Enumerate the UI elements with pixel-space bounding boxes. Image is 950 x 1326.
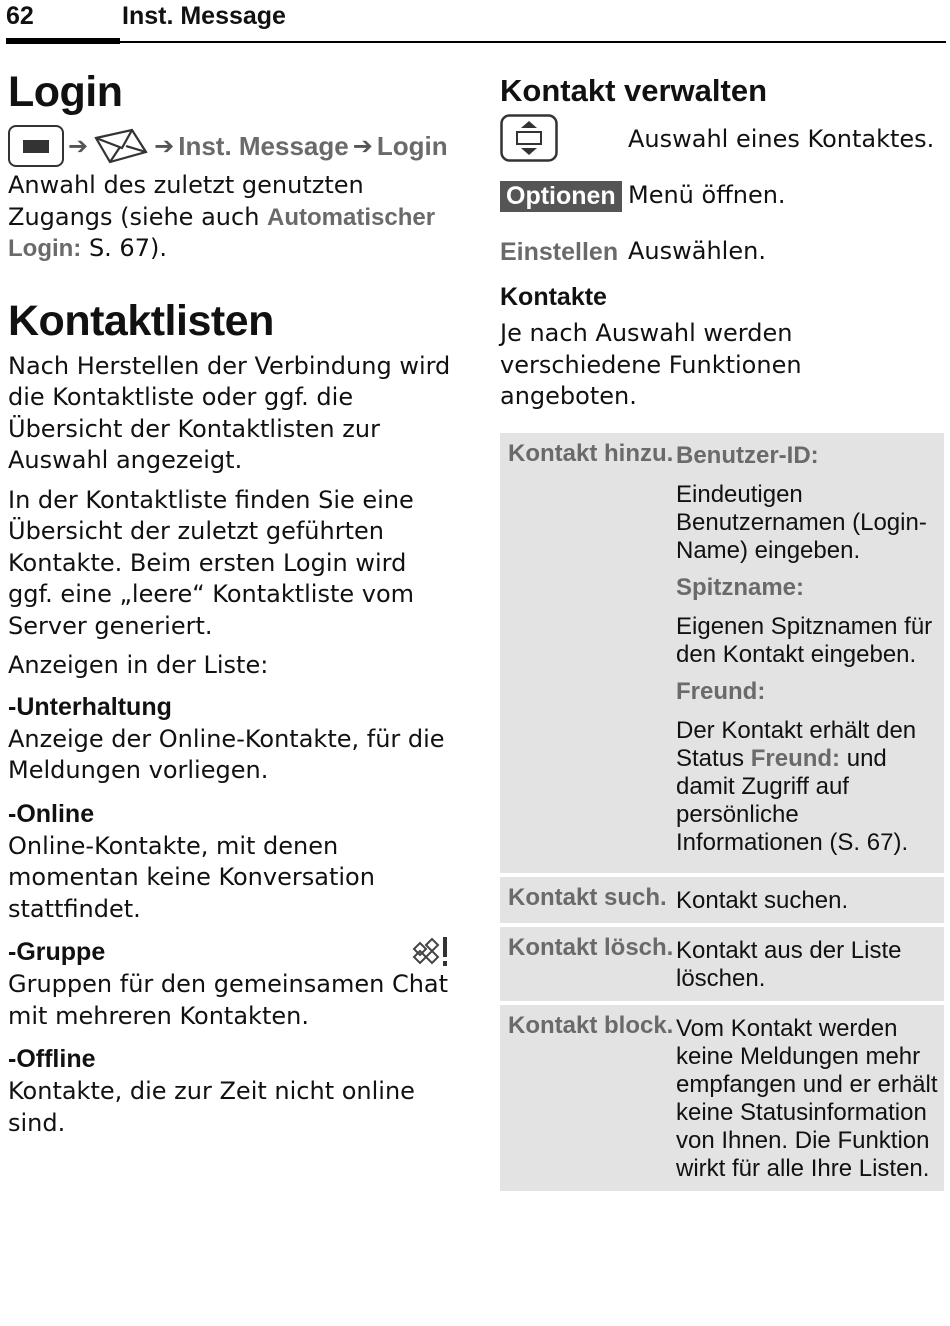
right-column — [500, 72, 944, 1195]
arrow-icon: ➔ — [154, 132, 175, 160]
entry-text: Eindeutigen Benutzernamen (Login-Name) eingeben. — [676, 480, 927, 564]
path-item-inst-message: Inst. Message — [178, 130, 349, 161]
login-heading: Login — [8, 68, 123, 116]
header-rule — [6, 41, 946, 43]
entry-label: Benutzer-ID: — [676, 441, 819, 469]
list-item — [8, 797, 458, 926]
item-heading-offline: -Offline — [8, 1045, 96, 1073]
entry-text: Der Kontakt erhält den Status Freund: und damit Zugriff auf persönliche Informationen (S. 67). — [676, 716, 917, 856]
item-text: Gruppen für den gemeinsamen Chat mit mehreren Kontakten. — [8, 970, 449, 1030]
group-alert-icon — [406, 935, 450, 969]
key-row-text: Menü öffnen. — [628, 181, 786, 210]
login-link: Automatischer Login: — [8, 203, 436, 262]
path-item-login: Login — [376, 130, 448, 161]
kontaktlisten-heading: Kontaktlisten — [8, 296, 274, 345]
item-heading-unterhaltung: -Unterhaltung — [8, 692, 172, 721]
arrow-icon: ➔ — [68, 132, 89, 160]
function-table — [500, 433, 944, 1192]
item-heading-gruppe: -Gruppe — [8, 938, 106, 966]
item-text: Anzeige der Online-Kontakte, für die Meldungen vorliegen. — [8, 724, 445, 784]
item-text: Online-Kontakte, mit denen momentan keine Konversation stattfindet. — [8, 831, 375, 923]
table-row — [500, 877, 944, 924]
arrow-icon: ➔ — [352, 132, 373, 160]
entry-label: Freund: — [676, 677, 766, 705]
item-heading-online: -Online — [8, 799, 95, 828]
kontaktlisten-para-1: Nach Herstellen der Verbindung wird die Kontaktliste oder ggf. die Übersicht der Kontaktlisten zur Auswahl angezeigt. — [8, 351, 451, 474]
item-text: Kontakte, die zur Zeit nicht online sind. — [8, 1077, 415, 1137]
list-item — [8, 690, 458, 787]
kontakte-text: Je nach Auswahl werden verschiedene Funktionen angeboten. — [500, 319, 802, 410]
key-row — [500, 230, 944, 274]
table-row — [500, 1005, 944, 1192]
row-value: Vom Kontakt werden keine Meldungen mehr empfangen und er erhält keine Statusinformation von Ihnen. Die Funktion wirkt für alle Ihre Listen. — [676, 1014, 938, 1182]
key-row-text: Auswählen. — [628, 237, 766, 266]
einstellen-softkey: Einstellen — [500, 237, 619, 266]
left-column — [8, 66, 458, 1139]
row-key: Kontakt hinzu. — [508, 439, 674, 467]
navigation-key-icon — [500, 114, 558, 162]
menu-key-icon — [8, 125, 64, 167]
entry-label: Spitzname: — [676, 573, 805, 601]
table-row — [500, 433, 944, 874]
section-title: Inst. Message — [122, 2, 286, 30]
key-row — [500, 174, 944, 218]
envelope-icon — [92, 126, 150, 166]
login-description: Anwahl des zuletzt genutzten Zugangs (siehe auch Automatischer Login: S. 67). — [8, 171, 436, 262]
row-value — [676, 439, 944, 865]
page-header — [0, 0, 950, 46]
entry-text: Eigenen Spitznamen für den Kontakt eingeben. — [676, 612, 933, 668]
row-value: Kontakt suchen. — [676, 886, 849, 914]
optionen-softkey: Optionen — [500, 181, 622, 212]
row-key: Kontakt lösch. — [508, 933, 674, 961]
kontaktlisten-para-2: In der Kontaktliste finden Sie eine Übersicht der zuletzt geführten Kontakte. Beim ersten Login wird ggf. eine „leere“ Kontaktliste vom Server generiert. — [8, 485, 415, 640]
key-row-text: Auswahl eines Kontaktes. — [628, 125, 935, 154]
kontakte-heading: Kontakte — [500, 283, 607, 311]
menu-path — [8, 122, 458, 170]
page-number: 62 — [6, 2, 34, 30]
row-key: Kontakt such. — [508, 883, 667, 911]
kontaktlisten-para-3: Anzeigen in der Liste: — [8, 651, 269, 679]
kontakt-verwalten-heading: Kontakt verwalten — [500, 73, 768, 108]
key-row — [500, 116, 944, 164]
list-item — [8, 935, 458, 1032]
row-key: Kontakt block. — [508, 1011, 674, 1039]
table-row — [500, 927, 944, 1002]
row-value: Kontakt aus der Liste löschen. — [676, 936, 902, 992]
list-item — [8, 1042, 458, 1139]
